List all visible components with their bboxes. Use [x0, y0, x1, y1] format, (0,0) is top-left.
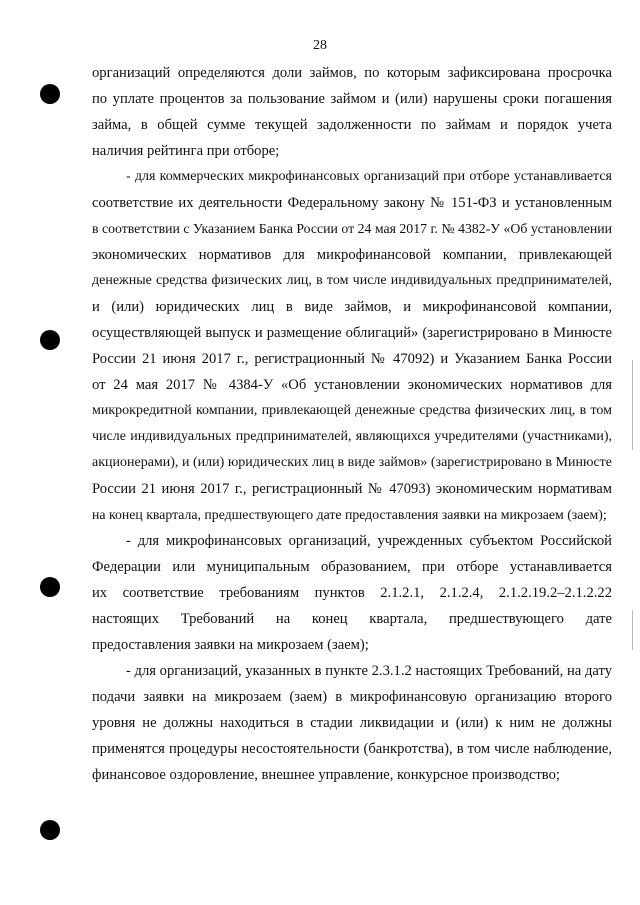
text-line: подачи заявки на микрозаем (заем) в микрофинансовую организацию второго — [92, 689, 612, 705]
text-line: - для организаций, указанных в пункте 2.3.1.2 настоящих Требований, на дату — [126, 663, 612, 679]
text-line: финансовое оздоровление, внешнее управление, конкурсное производство; — [92, 767, 560, 783]
text-line: - для коммерческих микрофинансовых организаций при отборе устанавливается — [126, 169, 612, 184]
text-line: числе индивидуальных предпринимателей, являющихся учредителями (участниками), — [92, 429, 612, 444]
text-line: их соответствие требованиям пунктов 2.1.2.1, 2.1.2.4, 2.1.2.19.2–2.1.2.22 — [92, 585, 612, 601]
text-line: денежные средства физических лиц, в том числе индивидуальных предпринимателей, — [92, 273, 612, 288]
text-line: наличия рейтинга при отборе; — [92, 143, 280, 159]
text-line: предоставления заявки на микрозаем (заем); — [92, 637, 369, 653]
page-number: 28 — [313, 38, 327, 53]
text-line: микрокредитной компании, привлекающей денежные средства физических лиц, в том — [92, 403, 612, 418]
text-line: - для микрофинансовых организаций, учрежденных субъектом Российской — [126, 533, 612, 549]
punch-hole — [40, 577, 60, 597]
punch-hole — [40, 820, 60, 840]
text-line: займа, в общей сумме текущей задолженности по займам и порядок учета — [92, 117, 612, 133]
document-body — [92, 60, 612, 788]
text-line: организаций определяются доли займов, по которым зафиксирована просрочка — [92, 65, 612, 81]
text-line: настоящих Требований на конец квартала, предшествующего дате — [92, 611, 612, 627]
text-line: на конец квартала, предшествующего дате предоставления заявки на микрозаем (заем); — [92, 507, 607, 522]
text-line: по уплате процентов за пользование займом и (или) нарушены сроки погашения — [92, 91, 612, 107]
punch-hole — [40, 330, 60, 350]
text-line: осуществляющей выпуск и размещение облигаций» (зарегистрировано в Минюсте — [92, 325, 612, 341]
text-line: Федерации или муниципальным образованием, при отборе устанавливается — [92, 559, 612, 575]
text-line: в соответствии с Указанием Банка России от 24 мая 2017 г. № 4382-У «Об установлении — [92, 221, 612, 236]
text-line: от 24 мая 2017 № 4384-У «Об установлении экономических нормативов для — [92, 377, 612, 393]
text-line: применятся процедуры несостоятельности (банкротства), в том числе наблюдение, — [92, 741, 612, 757]
punch-hole — [40, 84, 60, 104]
text-line: акционерами), и (или) юридических лиц в виде займов» (зарегистрировано в Минюсте — [92, 455, 612, 470]
scan-edge-mark — [632, 610, 633, 650]
text-line: экономических нормативов для микрофинансовой компании, привлекающей — [92, 247, 612, 263]
scan-edge-mark — [632, 360, 633, 450]
text-line: России 21 июня 2017 г., регистрационный № 47093) экономическим нормативам — [92, 481, 612, 497]
text-line: соответствие их деятельности Федеральному закону № 151-ФЗ и установленным — [92, 195, 612, 211]
text-line: России 21 июня 2017 г., регистрационный № 47092) и Указанием Банка России — [92, 351, 612, 367]
text-line: и (или) юридических лиц в виде займов, и микрофинансовой компании, — [92, 299, 612, 315]
text-line: уровня не должны находиться в стадии ликвидации и (или) к ним не должны — [92, 715, 612, 731]
